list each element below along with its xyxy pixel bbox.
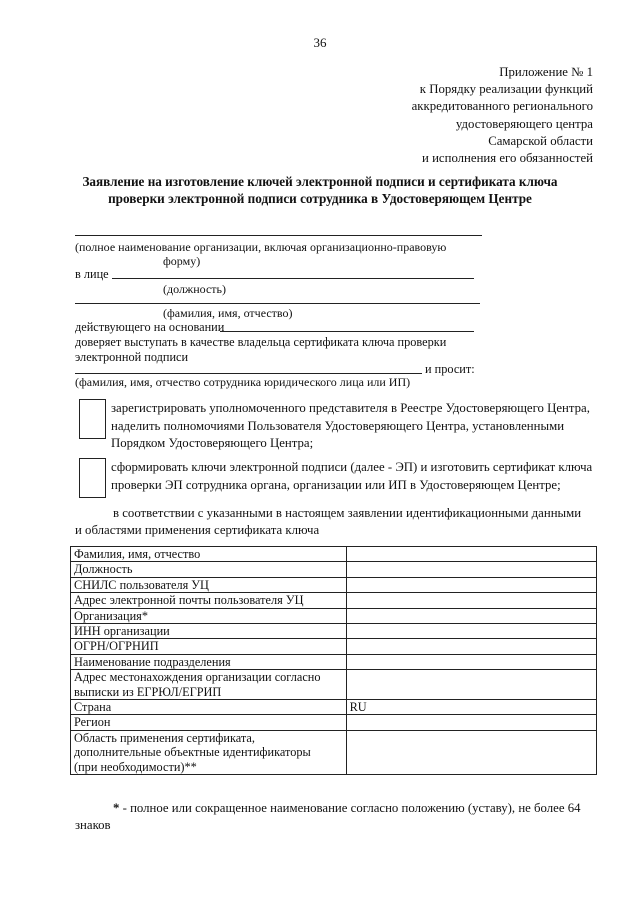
generate-keys-option <box>111 459 592 494</box>
field-label-cell <box>71 715 347 730</box>
trust-text-2: электронной подписи <box>75 350 189 364</box>
page-number: 36 <box>313 35 327 50</box>
appendix-header <box>412 64 593 167</box>
field-value-cell[interactable] <box>346 608 596 623</box>
field-label: Организация* <box>74 608 148 623</box>
organization-name-field[interactable] <box>75 235 482 236</box>
title-line-1: Заявление на изготовление ключей электронной подписи и сертификата ключа <box>82 174 558 189</box>
table-row <box>71 608 597 623</box>
organization-hint: (полное наименование организации, включая организационно-правовую <box>75 240 447 254</box>
field-value-cell[interactable] <box>346 624 596 639</box>
appendix-line: Самарской области <box>488 133 593 148</box>
fio-hint: (фамилия, имя, отчество) <box>163 306 293 320</box>
field-label-cell <box>71 670 347 700</box>
table-row <box>71 562 597 577</box>
table-row <box>71 624 597 639</box>
field-label: дополнительные объектные идентификаторы <box>74 745 311 760</box>
field-label-cell <box>71 577 347 592</box>
acting-basis-label: действующего на основании <box>75 320 225 334</box>
field-label: ОГРН/ОГРНИП <box>74 639 159 654</box>
field-value-cell[interactable] <box>346 593 596 608</box>
field-label-cell <box>71 700 347 715</box>
generate-keys-checkbox[interactable] <box>79 458 106 498</box>
field-value-cell[interactable] <box>346 547 596 562</box>
organization-hint-2: форму) <box>163 254 201 268</box>
table-row <box>71 715 597 730</box>
table-row <box>71 700 597 715</box>
footnote-line-2: знаков <box>75 818 111 832</box>
field-value-cell[interactable] <box>346 670 596 700</box>
footnote-marker: * <box>113 801 120 815</box>
field-label: СНИЛС пользователя УЦ <box>74 577 209 592</box>
table-row <box>71 730 597 774</box>
option-line: Порядком Удостоверяющего Центра; <box>111 436 314 450</box>
identification-table-body <box>71 547 597 775</box>
footnote-line-1 <box>113 800 581 817</box>
field-value-cell[interactable] <box>346 730 596 774</box>
register-representative-checkbox[interactable] <box>79 399 106 439</box>
field-label: Адрес электронной почты пользователя УЦ <box>74 593 304 608</box>
title-line-2: проверки электронной подписи сотрудника в Удостоверяющем Центре <box>108 191 532 206</box>
acting-basis-field[interactable] <box>220 331 474 332</box>
table-row <box>71 670 597 700</box>
field-label: Должность <box>74 562 133 577</box>
appendix-line: к Порядку реализации функций <box>419 82 593 97</box>
appendix-line: и исполнения его обязанностей <box>422 151 593 166</box>
field-label: ИНН организации <box>74 624 170 639</box>
field-label: Наименование подразделения <box>74 654 231 669</box>
field-label: (при необходимости)** <box>74 759 197 774</box>
field-value-cell[interactable]: RU <box>346 700 596 715</box>
field-label: Адрес местонахождения организации согласно <box>74 670 321 685</box>
appendix-line: Приложение № 1 <box>499 65 593 79</box>
table-row <box>71 654 597 669</box>
asks-label: и просит: <box>425 362 475 376</box>
in-person-label: в лице <box>75 267 109 281</box>
field-value-cell[interactable] <box>346 715 596 730</box>
intro-line-2: и областями применения сертификата ключа <box>75 523 320 537</box>
field-label: Страна <box>74 700 112 715</box>
option-line: наделить полномочиями Пользователя Удостоверяющего Центра, установленными <box>111 418 565 433</box>
field-label-cell <box>71 654 347 669</box>
table-row <box>71 577 597 592</box>
option-line: проверки ЭП сотрудника органа, организации или ИП в Удостоверяющем Центре; <box>111 477 561 492</box>
table-row <box>71 593 597 608</box>
field-value-cell[interactable] <box>346 639 596 654</box>
trust-text-1: доверяет выступать в качестве владельца сертификата ключа проверки <box>75 335 447 349</box>
field-label: Регион <box>74 715 111 730</box>
position-hint: (должность) <box>163 282 226 296</box>
employee-fio-hint: (фамилия, имя, отчество сотрудника юридического лица или ИП) <box>75 375 411 389</box>
field-label-cell <box>71 730 347 774</box>
appendix-line: аккредитованного регионального <box>411 99 593 114</box>
field-label: Область применения сертификата, <box>74 730 255 745</box>
field-label-cell <box>71 639 347 654</box>
position-field[interactable] <box>112 278 474 279</box>
field-label-cell <box>71 593 347 608</box>
field-label-cell <box>71 608 347 623</box>
option-line: сформировать ключи электронной подписи (далее - ЭП) и изготовить сертификат ключа <box>111 460 593 474</box>
field-value-cell[interactable] <box>346 654 596 669</box>
appendix-line: удостоверяющего центра <box>455 116 593 131</box>
field-label: выписки из ЕГРЮЛ/ЕГРИП <box>74 684 222 699</box>
footnote-text: - полное или сокращенное наименование согласно положению (уставу), не более 64 <box>119 801 581 815</box>
field-label-cell <box>71 547 347 562</box>
table-row <box>71 639 597 654</box>
intro-line-1: в соответствии с указанными в настоящем заявлении идентификационными данными <box>113 506 582 520</box>
table-row <box>71 547 597 562</box>
field-label-cell <box>71 562 347 577</box>
field-label: Фамилия, имя, отчество <box>74 547 201 561</box>
field-value-cell[interactable] <box>346 562 596 577</box>
option-line: зарегистрировать уполномоченного представителя в Реестре Удостоверяющего Центра, <box>111 401 590 415</box>
field-value-cell[interactable] <box>346 577 596 592</box>
field-label-cell <box>71 624 347 639</box>
identification-table <box>70 546 597 775</box>
register-representative-option <box>111 400 590 453</box>
fio-field[interactable] <box>75 303 480 304</box>
document-title <box>0 173 640 207</box>
